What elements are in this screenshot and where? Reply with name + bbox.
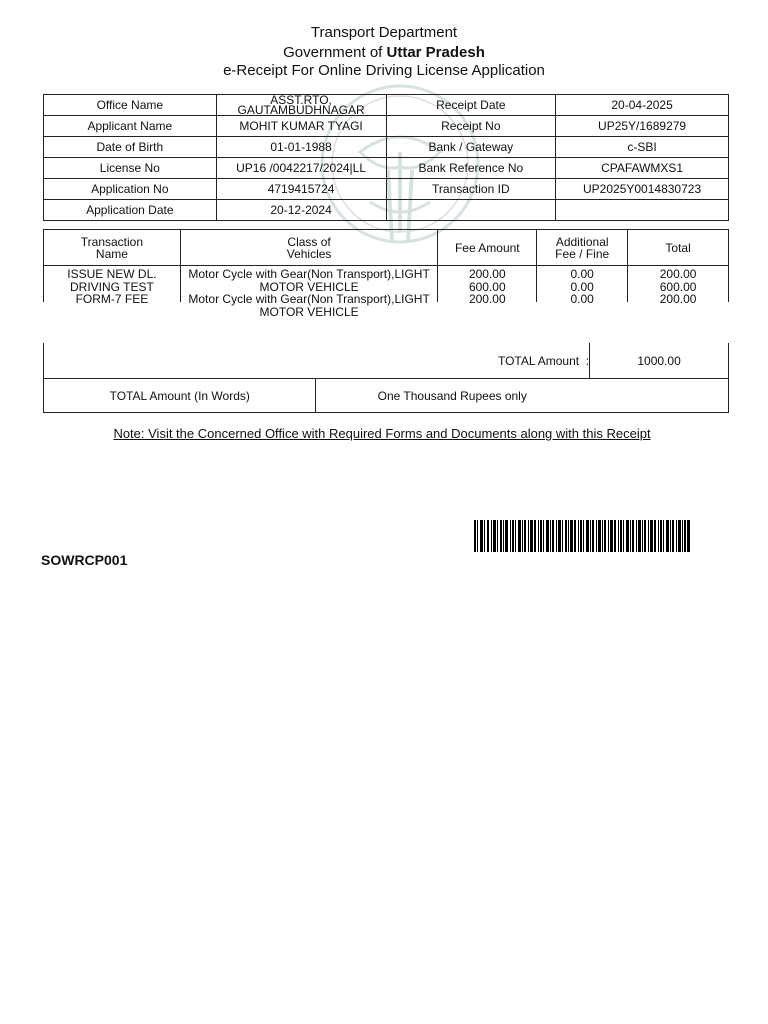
col-class-line1: Class of xyxy=(287,234,331,249)
fee-amount-line: 600.00 xyxy=(468,279,506,294)
receipt-subtitle: e-Receipt For Online Driving License Application xyxy=(223,62,545,79)
vehicle-class-cell xyxy=(180,266,438,319)
table-header-row xyxy=(44,230,729,266)
vehicle-class-line: Motor Cycle with Gear(Non Transport),LIGHT xyxy=(188,267,430,281)
total-line: 600.00 xyxy=(659,279,697,294)
col-class-line2: Vehicles xyxy=(286,246,332,261)
government-title xyxy=(0,44,768,61)
vehicle-class-line: Motor Cycle with Gear(Non Transport),LIGHT xyxy=(188,292,430,307)
bank-ref-value: CPAFAWMXS1 xyxy=(556,158,729,179)
fee-amount-line: 200.00 xyxy=(468,267,506,281)
empty-cell xyxy=(556,200,729,221)
state-name: Uttar Pradesh xyxy=(386,44,485,61)
transaction-name-line: DRIVING TEST xyxy=(70,279,154,294)
transaction-name-stack xyxy=(44,268,180,306)
receipt-note: Note: Visit the Concerned Office with Required Forms and Documents along with this Receipt xyxy=(113,426,651,441)
amount-in-words-value: One Thousand Rupees only xyxy=(316,379,729,413)
col-additional-line2: Fee / Fine xyxy=(555,246,610,261)
additional-fee-line: 0.00 xyxy=(570,279,594,294)
fee-amount-stack xyxy=(438,268,536,306)
table-row xyxy=(44,116,729,137)
office-name-line1: ASST.RTO, xyxy=(270,93,332,107)
total-line: 200.00 xyxy=(659,292,697,307)
additional-fee-line: 0.00 xyxy=(570,292,594,307)
receipt-date-label: Receipt Date xyxy=(386,95,556,116)
col-fee-amount: Fee Amount xyxy=(438,230,537,266)
applicant-name-label: Applicant Name xyxy=(44,116,217,137)
total-stack xyxy=(628,268,728,306)
transactions-table xyxy=(43,229,729,319)
fee-amount-line: 200.00 xyxy=(468,292,506,307)
license-no-label: License No xyxy=(44,158,217,179)
col-class-of-vehicles xyxy=(180,230,438,266)
vehicle-class-line: MOTOR VEHICLE xyxy=(259,304,359,319)
table-row xyxy=(44,200,729,221)
transaction-id-value: UP2025Y0014830723 xyxy=(556,179,729,200)
col-additional-line1: Additional xyxy=(555,234,609,249)
license-no-value: UP16 /0042217/2024|LL xyxy=(216,158,386,179)
table-row xyxy=(44,137,729,158)
total-cell xyxy=(628,266,729,307)
office-name-line2: GAUTAMBUDHNAGAR xyxy=(237,103,365,117)
application-no-label: Application No xyxy=(44,179,217,200)
applicant-name-value: MOHIT KUMAR TYAGI xyxy=(216,116,386,137)
empty-cell xyxy=(44,343,316,379)
bank-value: c-SBI xyxy=(556,137,729,158)
additional-fee-stack xyxy=(537,268,627,306)
transaction-name-line: ISSUE NEW DL. xyxy=(67,267,157,281)
office-name-label: Office Name xyxy=(44,95,217,116)
total-line: 200.00 xyxy=(659,267,697,281)
table-row xyxy=(44,95,729,116)
vehicle-class-line: MOTOR VEHICLE xyxy=(259,279,359,294)
bank-ref-label: Bank Reference No xyxy=(386,158,556,179)
totals-table xyxy=(43,343,729,413)
table-row xyxy=(44,379,729,413)
office-name-value xyxy=(216,95,386,116)
total-amount-label: TOTAL Amount xyxy=(497,353,580,368)
receipt-date-value: 20-04-2025 xyxy=(556,95,729,116)
table-row xyxy=(44,179,729,200)
department-title: Transport Department xyxy=(310,24,458,41)
application-date-value: 20-12-2024 xyxy=(216,200,386,221)
total-amount-colon: : xyxy=(585,353,590,368)
col-transaction-name xyxy=(44,230,181,266)
amount-in-words-label: TOTAL Amount (In Words) xyxy=(44,379,316,413)
receipt-no-label: Receipt No xyxy=(386,116,556,137)
application-date-label: Application Date xyxy=(44,200,217,221)
dob-value: 01-01-1988 xyxy=(216,137,386,158)
col-transaction-name-line2: Name xyxy=(95,246,128,261)
transaction-id-label: Transaction ID xyxy=(386,179,556,200)
col-transaction-name-line1: Transaction xyxy=(80,234,144,249)
receipt-no-value: UP25Y/1689279 xyxy=(556,116,729,137)
empty-cell xyxy=(386,200,556,221)
total-amount-value: 1000.00 xyxy=(590,343,729,379)
col-total: Total xyxy=(628,230,729,266)
transaction-name-line: FORM-7 FEE xyxy=(75,292,149,307)
table-row xyxy=(44,343,729,379)
transaction-name-cell xyxy=(44,266,181,307)
additional-fee-line: 0.00 xyxy=(570,267,594,281)
additional-fee-cell xyxy=(537,266,628,307)
form-code: SOWRCP001 xyxy=(41,552,128,568)
table-row xyxy=(44,158,729,179)
table-row xyxy=(44,266,729,303)
bank-label: Bank / Gateway xyxy=(386,137,556,158)
government-prefix: Government of xyxy=(283,44,383,61)
barcode-image xyxy=(474,520,690,552)
dob-label: Date of Birth xyxy=(44,137,217,158)
fee-amount-cell xyxy=(438,266,537,307)
application-no-value: 4719415724 xyxy=(216,179,386,200)
applicant-info-table xyxy=(43,94,729,221)
total-amount-label-cell xyxy=(316,343,590,379)
vehicle-class-stack xyxy=(181,268,438,318)
col-additional-fee xyxy=(537,230,628,266)
